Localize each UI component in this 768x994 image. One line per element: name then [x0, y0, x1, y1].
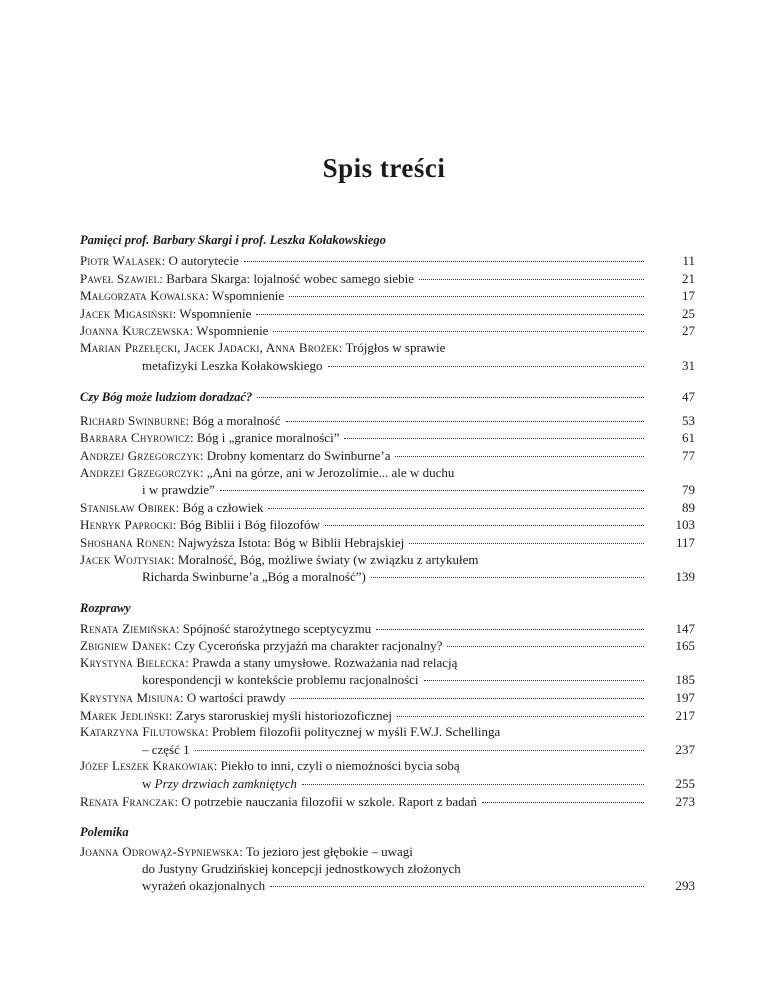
entry-title: „Ani na górze, ani w Jerozolimie... ale w duchu: [206, 464, 455, 480]
entry-title-continued: do Justyny Grudzińskiej koncepcji jednostkowych złożonych: [142, 860, 461, 876]
entry-title: To jezioro jest głębokie – uwagi: [245, 844, 413, 860]
toc-section: [80, 232, 695, 374]
toc-entry[interactable]: [80, 655, 695, 689]
dot-leader: [244, 249, 644, 262]
entry-title: O autorytecie: [168, 253, 239, 268]
page-number: 273: [675, 793, 695, 809]
toc-entry[interactable]: [80, 724, 695, 758]
section-spacer: [80, 810, 695, 824]
dot-leader: [376, 617, 644, 630]
entry-title-text: Jacek Wojtysiak: Moralność, Bóg, możliwe światy (w związku z artykułem: [80, 551, 479, 567]
toc-entry[interactable]: [80, 534, 695, 552]
entry-title: Wspomnienie: [179, 305, 252, 321]
entry-title-text: Krystyna Misiuna: O wartości prawdy: [80, 690, 286, 706]
toc-heading-entry[interactable]: [80, 388, 695, 406]
page-number: 139: [675, 569, 695, 585]
dot-leader: [286, 409, 644, 422]
entry-line: [80, 637, 695, 655]
entry-author: Richard Swinburne: [80, 412, 186, 428]
entry-author: Jacek Migasiński: [80, 305, 173, 321]
dot-leader: [195, 738, 644, 751]
entry-author: Andrzej Grzegorczyk: [80, 464, 200, 480]
entry-title-text: Joanna Odrowąż-Sypniewska: To jezioro jest głębokie – uwagi: [80, 844, 413, 860]
page-number: 27: [682, 323, 695, 339]
dot-leader: [257, 385, 644, 398]
entry-author: Barbara Chyrowicz: [80, 430, 190, 446]
page-number: 47: [682, 389, 695, 405]
toc-entry[interactable]: [80, 465, 695, 499]
page-number: 11: [682, 253, 695, 268]
toc-entry[interactable]: [80, 340, 695, 374]
dot-leader: [482, 790, 644, 803]
page-number: 293: [675, 878, 695, 894]
entry-title-text: Krystyna Bielecka: Prawda a stany umysłowe. Rozważania nad relacją: [80, 654, 458, 670]
entry-title: O potrzebie nauczania filozofii w szkole. Raport z badań: [181, 793, 477, 809]
entry-author: Shoshana Ronen: [80, 534, 171, 550]
page-number: 197: [675, 690, 695, 706]
entry-title: Bóg Biblii i Bóg filozofów: [179, 517, 320, 533]
entry-author: Joanna Odrowąż-Sypniewska: [80, 844, 240, 860]
entry-author: Piotr Walasek: [80, 253, 162, 268]
toc-entry[interactable]: [80, 322, 695, 340]
dot-leader: [325, 513, 644, 526]
page-number: 217: [675, 707, 695, 723]
page-number: 237: [675, 741, 695, 757]
entry-title-continued: i w prawdzie”: [142, 482, 215, 498]
entry-title-continued: metafizyki Leszka Kołakowskiego: [142, 357, 323, 373]
entry-title-text: Jacek Migasiński: Wspomnienie: [80, 305, 252, 321]
entry-author: Marian Przełęcki, Jacek Jadacki, Anna Brożek: [80, 339, 339, 355]
entry-title: Bóg a człowiek: [182, 499, 264, 515]
page-number: 17: [682, 288, 695, 304]
entry-author: Krystyna Misiuna: [80, 690, 180, 706]
dot-leader: [220, 478, 644, 491]
entry-title: Problem filozofii politycznej w myśli F.W.J. Schellinga: [211, 724, 501, 740]
entry-title: Wspomnienie: [196, 323, 269, 339]
entry-title-text: Paweł Szawiel: Barbara Skarga: lojalność wobec samego siebie: [80, 270, 414, 286]
italic-title: Przy drzwiach zamkniętych: [154, 776, 297, 792]
page-number: 31: [682, 357, 695, 373]
entry-author: Stanisław Obirek: [80, 499, 176, 515]
entry-line: [80, 357, 695, 375]
entry-title-text: Henryk Paprocki: Bóg Biblii i Bóg filozofów: [80, 517, 320, 533]
toc-entry[interactable]: [80, 552, 695, 586]
section-heading: Polemika: [80, 825, 129, 840]
entry-title: Bóg a moralność: [192, 412, 281, 428]
dot-leader: [419, 267, 644, 280]
dot-leader: [256, 302, 644, 315]
page-number: 165: [675, 638, 695, 654]
entry-title-text: Barbara Chyrowicz: Bóg i „granice moralności”: [80, 430, 340, 446]
dot-leader: [344, 426, 644, 439]
page-number: 255: [675, 776, 695, 792]
section-heading: Rozprawy: [80, 600, 131, 615]
entry-title-text: Richard Swinburne: Bóg a moralność: [80, 412, 281, 428]
entry-title: Czy Cycerońska przyjaźń ma charakter racjonalny?: [174, 638, 443, 654]
dot-leader: [328, 354, 645, 367]
dot-leader: [291, 686, 644, 699]
entry-author: Paweł Szawiel: [80, 270, 160, 286]
dot-leader: [447, 634, 644, 647]
entry-title-text: Shoshana Ronen: Najwyższa Istota: Bóg w Biblii Hebrajskiej: [80, 534, 405, 550]
toc-section: [80, 810, 695, 895]
dot-leader: [268, 496, 644, 509]
entry-title-text: Andrzej Grzegorczyk: Drobny komentarz do Swinburne’a: [80, 447, 391, 463]
entry-title: O wartości prawdy: [186, 690, 286, 706]
entry-title: Bóg i „granice moralności”: [196, 430, 340, 446]
entry-title-text: Marian Przełęcki, Jacek Jadacki, Anna Brożek: Trójgłos w sprawie: [80, 339, 446, 355]
entry-author: Renata Ziemińska: [80, 620, 176, 636]
entry-line: [80, 534, 695, 552]
page-number: 21: [682, 270, 695, 286]
entry-title-text: Joanna Kurczewska: Wspomnienie: [80, 323, 269, 339]
entry-title-text: Stanisław Obirek: Bóg a człowiek: [80, 499, 264, 515]
page-number: 77: [682, 447, 695, 463]
page-number: 103: [675, 517, 695, 533]
dot-leader: [424, 668, 644, 681]
page-number: 61: [682, 430, 695, 446]
entry-author: Henryk Paprocki: [80, 517, 173, 533]
entry-title-text: Andrzej Grzegorczyk: „Ani na górze, ani w Jerozolimie... ale w duchu: [80, 464, 455, 480]
entry-title-text: Józef Leszek Krakowiak: Piekło to inni, czyli o niemożności bycia sobą: [80, 758, 460, 774]
entry-line: [80, 568, 695, 586]
entry-author: Zbigniew Danek: [80, 638, 168, 654]
entry-line: [80, 741, 695, 759]
entry-author: Andrzej Grzegorczyk: [80, 447, 200, 463]
page-title: Spis treści: [322, 153, 446, 183]
dot-leader: [289, 284, 644, 297]
entry-line: [80, 447, 695, 465]
entry-line: [80, 793, 695, 811]
entry-author: Joanna Kurczewska: [80, 323, 190, 339]
dot-leader: [409, 531, 644, 544]
entry-author: Marek Jedliński: [80, 707, 169, 723]
entry-title: Drobny komentarz do Swinburne’a: [206, 447, 391, 463]
entry-title-text: Piotr Walasek: O autorytecie: [80, 253, 239, 268]
entry-title-text: Renata Franczak: O potrzebie nauczania filozofii w szkole. Raport z badań: [80, 793, 477, 809]
heading-entry-title: Czy Bóg może ludziom doradzać?: [80, 390, 253, 405]
entry-author: Krystyna Bielecka: [80, 654, 186, 670]
entry-title-continued: – część 1: [142, 741, 190, 757]
entry-line: [80, 388, 695, 406]
toc-entry[interactable]: [80, 707, 695, 725]
entry-title: Trójgłos w sprawie: [345, 339, 446, 355]
toc-entry[interactable]: [80, 844, 695, 895]
page-number: 117: [675, 534, 695, 550]
entry-title-continued: wyrażeń okazjonalnych: [142, 878, 266, 894]
dot-leader: [397, 704, 644, 717]
entry-line: [80, 707, 695, 725]
entry-title: Najwyższa Istota: Bóg w Biblii Hebrajskiej: [177, 534, 405, 550]
entry-author: Renata Franczak: [80, 793, 175, 809]
toc-entry[interactable]: [80, 758, 695, 792]
entry-title-text: Marek Jedliński: Zarys staroruskiej myśli historiozoficznej: [80, 707, 393, 723]
dot-leader: [371, 565, 644, 578]
entry-line: [80, 844, 695, 861]
page-number: 53: [682, 412, 695, 428]
toc-section: [80, 586, 695, 811]
dot-leader: [302, 772, 644, 785]
page-number: 79: [682, 482, 695, 498]
entry-author: Józef Leszek Krakowiak: [80, 758, 214, 774]
dot-leader: [273, 319, 644, 332]
entry-title-text: Katarzyna Filutowska: Problem filozofii politycznej w myśli F.W.J. Schellinga: [80, 724, 501, 740]
section-heading: Pamięci prof. Barbary Skargi i prof. Leszka Kołakowskiego: [80, 233, 386, 247]
page-number: 185: [675, 672, 695, 688]
toc-entry[interactable]: [80, 637, 695, 655]
entry-title: Prawda a stany umysłowe. Rozważania nad relacją: [192, 654, 458, 670]
entry-title: Wspomnienie: [211, 288, 285, 304]
page-number: 147: [675, 620, 695, 636]
entry-title: Zarys staroruskiej myśli historiozoficznej: [175, 707, 393, 723]
page-number: 89: [682, 499, 695, 515]
dot-leader: [270, 874, 644, 887]
entry-line: [80, 877, 695, 895]
entry-author: Małgorzata Kowalska: [80, 288, 206, 304]
toc-entry[interactable]: [80, 793, 695, 811]
toc-entry[interactable]: [80, 447, 695, 465]
entry-title-text: Małgorzata Kowalska: Wspomnienie: [80, 288, 285, 304]
entry-title: Spójność starożytnego sceptycyzmu: [182, 620, 372, 636]
section-spacer: [80, 586, 695, 600]
dot-leader: [395, 444, 644, 457]
page-number: 25: [682, 305, 695, 321]
entry-title-continued: Richarda Swinburne’a „Bóg a moralność”): [142, 569, 366, 585]
entry-author: Jacek Wojtysiak: [80, 551, 171, 567]
table-of-contents: [80, 232, 695, 895]
entry-title-text: Zbigniew Danek: Czy Cycerońska przyjaźń ma charakter racjonalny?: [80, 638, 443, 654]
entry-title-text: Renata Ziemińska: Spójność starożytnego sceptycyzmu: [80, 620, 372, 636]
entry-title-continued: w Przy drzwiach zamkniętych: [142, 776, 297, 792]
entry-line: [80, 322, 695, 340]
entry-title: Barbara Skarga: lojalność wobec samego siebie: [166, 270, 414, 286]
entry-title-continued: korespondencji w kontekście problemu racjonalności: [142, 672, 419, 688]
entry-title: Moralność, Bóg, możliwe światy (w związku z artykułem: [177, 551, 479, 567]
toc-section: [80, 374, 695, 586]
entry-title: Piekło to inni, czyli o niemożności bycia sobą: [220, 758, 460, 774]
entry-author: Katarzyna Filutowska: [80, 724, 205, 740]
